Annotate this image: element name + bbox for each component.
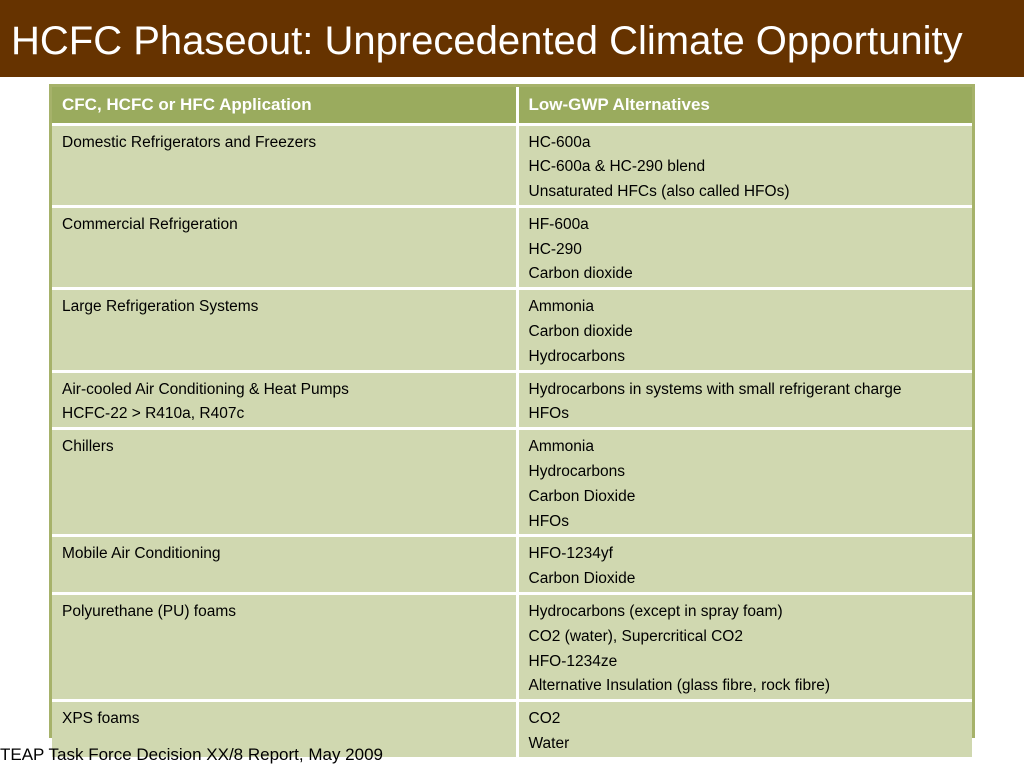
alternative-line: Hydrocarbons <box>528 463 625 481</box>
application-cell <box>52 594 517 701</box>
alternatives-table <box>52 87 972 757</box>
alternative-line: HC-290 <box>528 240 582 258</box>
source-citation: TEAP Task Force Decision XX/8 Report, May 2009 <box>0 745 383 764</box>
slide-title: HCFC Phaseout: Unprecedented Climate Opportunity <box>11 19 963 63</box>
alternative-line: HFO-1234ze <box>528 652 618 670</box>
alternative-line: HFOs <box>528 405 569 423</box>
alternatives-table-container <box>49 84 975 753</box>
alternative-line: Carbon Dioxide <box>528 570 636 588</box>
alternative-line: Carbon dioxide <box>528 265 633 283</box>
alternatives-cell <box>517 429 972 536</box>
alternative-line: HF-600a <box>528 215 589 233</box>
alternative-line: Carbon Dioxide <box>528 487 636 505</box>
application-cell <box>52 371 517 429</box>
alternative-line: Hydrocarbons in systems with small refrigerant charge <box>528 380 902 398</box>
alternatives-cell <box>517 371 972 429</box>
table-row <box>52 206 972 288</box>
alternative-line: Hydrocarbons (except in spray foam) <box>528 603 783 621</box>
table-row <box>52 371 972 429</box>
application-cell <box>52 124 517 206</box>
alternative-line: Ammonia <box>528 298 594 316</box>
header-alternatives: Low-GWP Alternatives <box>517 87 972 124</box>
alternatives-cell <box>517 289 972 371</box>
application-cell <box>52 429 517 536</box>
table-row <box>52 594 972 701</box>
application-cell <box>52 206 517 288</box>
table-row <box>52 124 972 206</box>
application-cell <box>52 289 517 371</box>
alternative-line: HFO-1234yf <box>528 545 613 563</box>
application-line: HCFC-22 > R410a, R407c <box>62 405 245 423</box>
alternative-line: HC-600a & HC-290 blend <box>528 158 706 176</box>
alternative-line: CO2 <box>528 710 561 728</box>
table-row <box>52 536 972 594</box>
application-cell <box>52 536 517 594</box>
alternative-line: Water <box>528 735 570 753</box>
table-row <box>52 289 972 371</box>
alternative-line: Carbon dioxide <box>528 323 633 341</box>
application-line: Chillers <box>62 438 114 456</box>
table-body <box>52 124 972 757</box>
application-line: Large Refrigeration Systems <box>62 298 259 316</box>
alternative-line: Ammonia <box>528 438 594 456</box>
table-row <box>52 429 972 536</box>
table-header-row <box>52 87 972 124</box>
application-line: Mobile Air Conditioning <box>62 545 221 563</box>
alternative-line: Alternative Insulation (glass fibre, rock fibre) <box>528 677 831 695</box>
alternative-line: CO2 (water), Supercritical CO2 <box>528 627 743 645</box>
header-application: CFC, HCFC or HFC Application <box>52 87 517 124</box>
application-line: Commercial Refrigeration <box>62 215 238 233</box>
application-line: Air-cooled Air Conditioning & Heat Pumps <box>62 380 349 398</box>
alternatives-cell <box>517 206 972 288</box>
alternatives-cell <box>517 594 972 701</box>
title-bar <box>0 0 1024 77</box>
alternative-line: HC-600a <box>528 133 591 151</box>
application-line: Polyurethane (PU) foams <box>62 603 237 621</box>
application-line: XPS foams <box>62 710 140 728</box>
alternatives-cell <box>517 701 972 757</box>
alternatives-cell <box>517 124 972 206</box>
alternatives-cell <box>517 536 972 594</box>
application-line: Domestic Refrigerators and Freezers <box>62 133 317 151</box>
alternative-line: Hydrocarbons <box>528 347 625 365</box>
alternative-line: HFOs <box>528 512 569 530</box>
alternative-line: Unsaturated HFCs (also called HFOs) <box>528 183 790 201</box>
